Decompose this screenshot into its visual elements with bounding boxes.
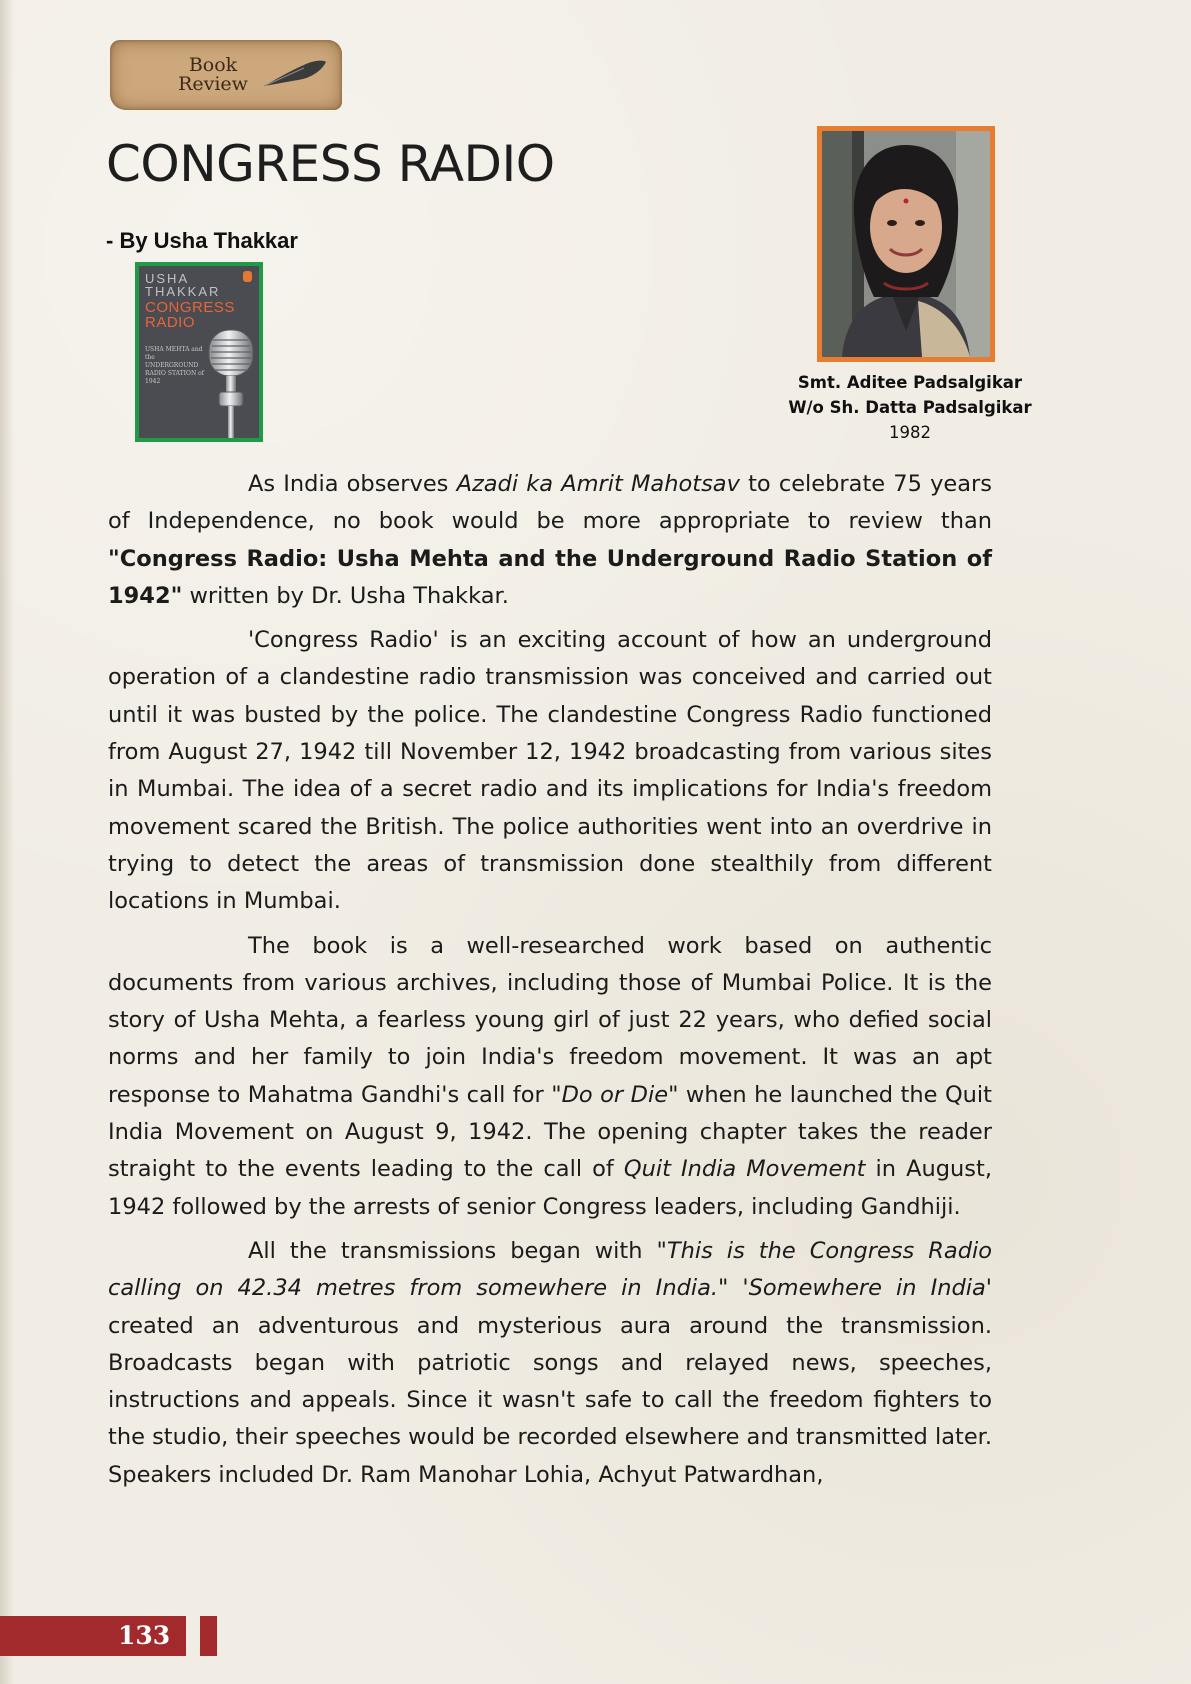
- quill-icon: [258, 56, 328, 90]
- italic-text: Quit India Movement: [623, 1156, 866, 1183]
- badge-label: [168, 56, 258, 94]
- page-number: 133: [118, 1621, 171, 1650]
- text-run: to celebrate 75 years of Independence, no book would be more appropriate to review than: [108, 471, 992, 535]
- book-cover-image: [135, 262, 263, 442]
- footer-mark: [200, 1616, 217, 1656]
- italic-text: Do or Die: [561, 1081, 669, 1108]
- italic-text: Azadi ka Amrit Mahotsav: [456, 471, 740, 497]
- badge-line-2: Review: [178, 73, 248, 95]
- text-run: " when he launched the Quit India Movement on August 9, 1942. The opening chapter takes the reader straight to the events leading to the call of: [108, 1081, 993, 1183]
- reviewer-relation: W/o Sh. Datta Padsalgikar: [788, 398, 1032, 417]
- publisher-logo-icon: [243, 271, 252, 282]
- text-run: As India observes: [248, 471, 457, 497]
- portrait-photo: [822, 131, 990, 357]
- reviewer-name: Smt. Aditee Padsalgikar: [797, 373, 1023, 392]
- text-run: 'Congress Radio' is an exciting account of how an underground operation of a clandestine radio transmission was conceived and carried out until it was busted by the police. The clandestine Congress Radio functioned from August 27, 1942 till November 12, 1942 broadcasting from various sites in Mumbai. The idea of a secret radio and its implications for India's freedom movement scared the British. The police authorities went into an overdrive in trying to detect the areas of transmission done stealthily from different locations in Mumbai.: [108, 627, 992, 915]
- text-run: created an adventurous and mysterious aura around the transmission. Broadcasts began with patriotic songs and relayed news, speeches, instructions and appeals. Since it wasn't safe to call the freedom fighters to the studio, their speeches would be recorded elsewhere and transmitted later. Speakers included Dr. Ram Manohar Lohia, Achyut Patwardhan,: [108, 1312, 993, 1488]
- bold-text: "Congress Radio: Usha Mehta and the Underground Radio Station of 1942": [108, 545, 992, 609]
- body-paragraph: [108, 1233, 992, 1494]
- reviewer-caption: [770, 370, 1050, 445]
- reviewer-year: 1982: [889, 423, 931, 442]
- microphone-icon: [201, 326, 259, 438]
- cover-author: USHA THAKKAR: [145, 271, 221, 299]
- article-byline: - By Usha Thakkar: [106, 228, 298, 253]
- cover-title: CONGRESS RADIO: [145, 299, 235, 331]
- reviewer-portrait: [817, 126, 995, 362]
- italic-text: "This is the Congress Radio calling on 42.34 metres from somewhere in India." 'Somewhere in India': [108, 1237, 992, 1302]
- text-run: The book is a well-researched work based on authentic documents from various archives, including those of Mumbai Police. It is the story of Usha Mehta, a fearless young girl of just 22 years, who defied social norms and her family to join India's freedom movement. It was an apt response to Mahatma Gandhi's call for ": [108, 932, 992, 1108]
- text-run: written by Dr. Usha Thakkar.: [182, 582, 509, 609]
- text-run: All the transmissions began with: [248, 1237, 657, 1264]
- book-review-badge: [110, 40, 342, 110]
- article-title: CONGRESS RADIO: [106, 135, 555, 193]
- cover-subtitle: USHA MEHTA and the UNDERGROUND RADIO STATION of 1942: [145, 346, 204, 385]
- page-edge: [0, 0, 14, 1684]
- body-paragraph: [108, 622, 992, 920]
- body-paragraph: [108, 928, 992, 1226]
- text-run: in August, 1942 followed by the arrests of senior Congress leaders, including Gandhiji.: [108, 1156, 992, 1220]
- article-body: [108, 466, 992, 1494]
- badge-line-1: Book: [188, 54, 238, 76]
- body-paragraph: [108, 466, 992, 615]
